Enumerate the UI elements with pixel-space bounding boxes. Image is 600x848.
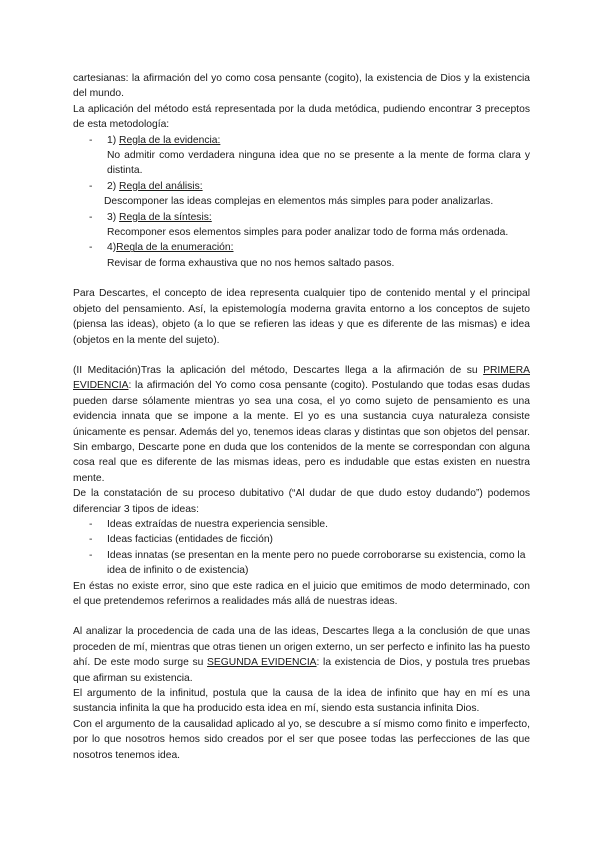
list-dash: - [89,242,93,254]
rule-title: Regla del análisis: [119,180,203,192]
method-paragraph: La aplicación del método está representada por la duda metódica, pudiendo encontrar 3 preceptos de esta metodología: [73,103,530,131]
infinity-argument: El argumento de la infinitud, postula que la causa de la idea de infinito que hay en mí es una sustancia infinita la que ha producido esta idea en mí, siendo esta sustancia infinita Dios. [73,688,530,715]
document-page [73,71,530,763]
second-evidence-lead: Al analizar la procedencia de cada una de las ideas, Descartes llega a la conclusión de que unas proceden de mí, mientras que otras tienen un origen externo, un ser perfecto e infinito las ha puesto ahí. De este modo surge su [73,626,530,669]
list-dash: - [89,534,93,546]
rule-title: Regla de la síntesis: [119,211,212,223]
rule-evidencia [73,133,530,179]
rule-title: Regla de la evidencia: [119,134,221,146]
idea-type-text: Ideas innatas (se presentan en la mente pero no puede corroborarse su existencia, como la idea de infinito o de existencia) [107,549,526,577]
idea-type-item [73,548,530,579]
second-evidence-rest: : la existencia de Dios, y postula tres pruebas que afirman su existencia. [73,657,530,684]
list-dash: - [89,518,93,530]
idea-types-intro: De la constatación de su proceso dubitativo (“Al dudar de que dudo estoy dudando”) podemos diferenciar 3 tipos de ideas: [73,488,530,515]
rule-sintesis [73,210,530,241]
list-dash: - [89,549,93,561]
second-evidence-paragraph [73,624,530,686]
first-evidence-lead: (II Meditación)Tras la aplicación del método, Descartes llega a la afirmación de su [73,364,484,376]
first-evidence-rest: : la afirmación del Yo como cosa pensante (cogito). Postulando que todas esas dudas pueden darse sólamente mientras yo sea una cosa, el yo como sujeto de pensamiento es una evidencia innata que se impone a la mente. El yo es una sustancia cuya naturaleza consiste únicamente es pensar. Además del yo, tenemos ideas claras y distintas que son objetos del pensar. Sin embargo, Descarte pone en duda que los contenidos de la mente se correspondan con alguna cosa real que es diferente de las mismas ideas, pero es indudable que estas existen en nuestra mente. [73,380,530,484]
rule-text: Recomponer esos elementos simples para poder analizar todo de forma más ordenada. [107,227,509,239]
list-dash: - [89,180,93,192]
idea-paragraph: Para Descartes, el concepto de idea representa cualquier tipo de contenido mental y el principal objeto del pensamiento. Así, la epistemología moderna gravita entorno a los conceptos de sujeto (piensa las ideas), objeto (a lo que se refieren las ideas y que es diferente de las mismas) e idea (objetos en la mente del sujeto). [73,288,530,346]
rule-number: 2) [107,180,117,192]
rule-number: 4) [107,242,117,254]
first-evidence-paragraph [73,363,530,486]
rule-enumeracion [73,240,530,271]
rule-number: 1) [107,134,117,146]
causality-argument: Con el argumento de la causalidad aplicado al yo, se descubre a sí mismo como finito e imperfecto, por lo que nosotros hemos sido creados por el ser que posee todas las perfecciones de las que nosotros tenemos idea. [73,718,530,761]
rule-text: No admitir como verdadera ninguna idea que no se presente a la mente de forma clara y distinta. [107,150,530,177]
list-dash: - [89,134,93,146]
error-paragraph: En éstas no existe error, sino que este radica en el juicio que emitimos de modo determinado, con el que pretendemos referirnos a realidades más allá de nuestras ideas. [73,580,530,607]
rule-text: Revisar de forma exhaustiva que no nos hemos saltado pasos. [107,257,395,269]
rule-number: 3) [107,211,117,223]
rule-title: Regla de la enumeración: [116,242,234,254]
intro-paragraph: cartesianas: la afirmación del yo como cosa pensante (cogito), la existencia de Dios y la existencia del mundo. [73,73,530,100]
rule-text: Descomponer las ideas complejas en elementos más simples para poder analizarlas. [104,196,494,208]
idea-type-item [73,532,530,547]
idea-type-text: Ideas facticias (entidades de ficción) [107,534,273,546]
first-evidence-highlight: PRIMERA EVIDENCIA [73,364,530,392]
second-evidence-highlight: SEGUNDA EVIDENCIA [207,657,317,669]
rule-analisis [73,179,530,210]
list-dash: - [89,211,93,223]
idea-type-item [73,517,530,532]
idea-type-text: Ideas extraídas de nuestra experiencia sensible. [107,518,328,530]
